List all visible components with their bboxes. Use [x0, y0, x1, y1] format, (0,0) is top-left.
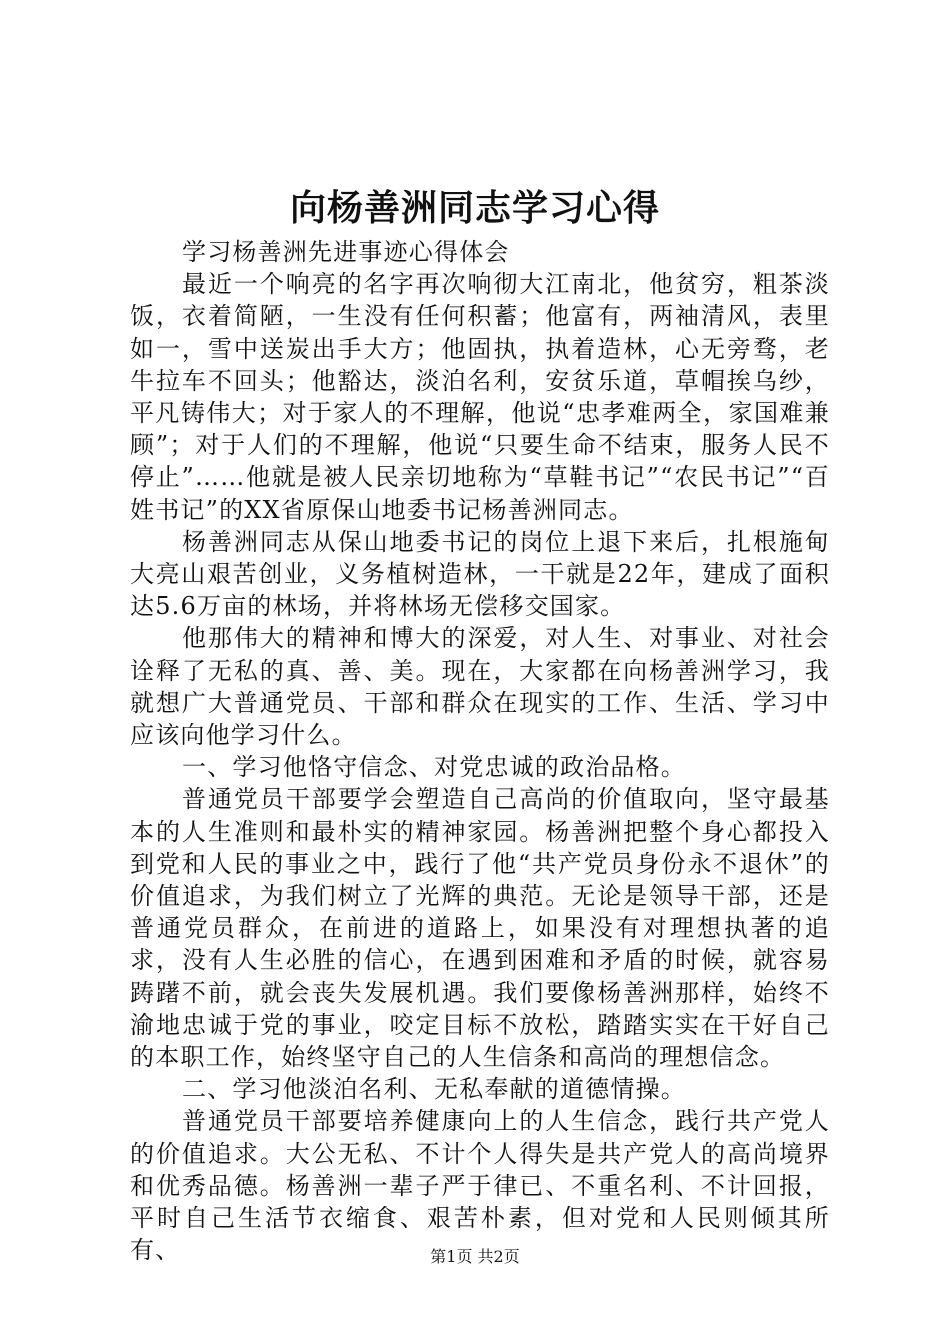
section-heading: 二、学习他淡泊名利、无私奉献的道德情操。 [182, 1075, 686, 1104]
document-body [130, 236, 830, 1267]
body-paragraph: 普通党员干部要学会塑造自己高尚的价值取向，坚守最基本的人生准则和最朴实的精神家园。杨善洲把整个身心都投入到党和人民的事业之中，践行了他“共产党员身份永不退休”的价值追求，为我们树立了光辉的典范。无论是领导干部，还是普通党员群众，在前进的道路上，如果没有对理想执著的追求，没有人生必胜的信心，在遇到困难和矛盾的时候，就容易踌躇不前，就会丧失发展机遇。我们要像杨善洲那样，始终不渝地忠诚于党的事业，咬定目标不放松，踏踏实实在干好自己的本职工作，始终坚守自己的人生信条和高尚的理想信念。 [130, 785, 830, 1072]
page-number-footer: 第1页 共2页 [430, 1247, 520, 1266]
body-paragraph: 普通党员干部要培养健康向上的人生信念，践行共产党人的价值追求。大公无私、不计个人得失是共产党人的高尚境界和优秀品德。杨善洲一辈子严于律已、不重名利、不计回报，平时自己生活节衣缩食、艰苦朴素，但对党和人民则倾其所有、 [130, 1107, 830, 1265]
page-title: 向杨善洲同志学习心得 [289, 187, 660, 229]
body-paragraph: 最近一个响亮的名字再次响彻大江南北，他贫穷，粗茶淡饭，衣着简陋，一生没有任何积蓄；他富有，两袖清风，表里如一，雪中送炭出手大方；他固执，执着造林，心无旁骛，老牛拉车不回头；他豁达，淡泊名利，安贫乐道，草帽挨乌纱，平凡铸伟大；对于家人的不理解，他说“忠孝难两全，家国难兼顾”；对于人们的不理解，他说“只要生命不结束，服务人民不停止”……他就是被人民亲切地称为“草鞋书记”“农民书记”“百姓书记”的XX省原保山地委书记杨善洲同志。 [130, 270, 830, 524]
body-paragraph: 杨善洲同志从保山地委书记的岗位上退下来后，扎根施甸大亮山艰苦创业，义务植树造林，一干就是22年，建成了面积达5.6万亩的林场，并将林场无偿移交国家。 [130, 527, 830, 621]
body-paragraph: 他那伟大的精神和博大的深爱，对人生、对事业、对社会诠释了无私的真、善、美。现在，大家都在向杨善洲学习，我就想广大普通党员、干部和群众在现实的工作、生活、学习中应该向他学习什么。 [130, 624, 830, 750]
section-heading: 一、学习他恪守信念、对党忠诚的政治品格。 [182, 753, 686, 782]
subtitle-paragraph: 学习杨善洲先进事迹心得体会 [182, 238, 510, 266]
